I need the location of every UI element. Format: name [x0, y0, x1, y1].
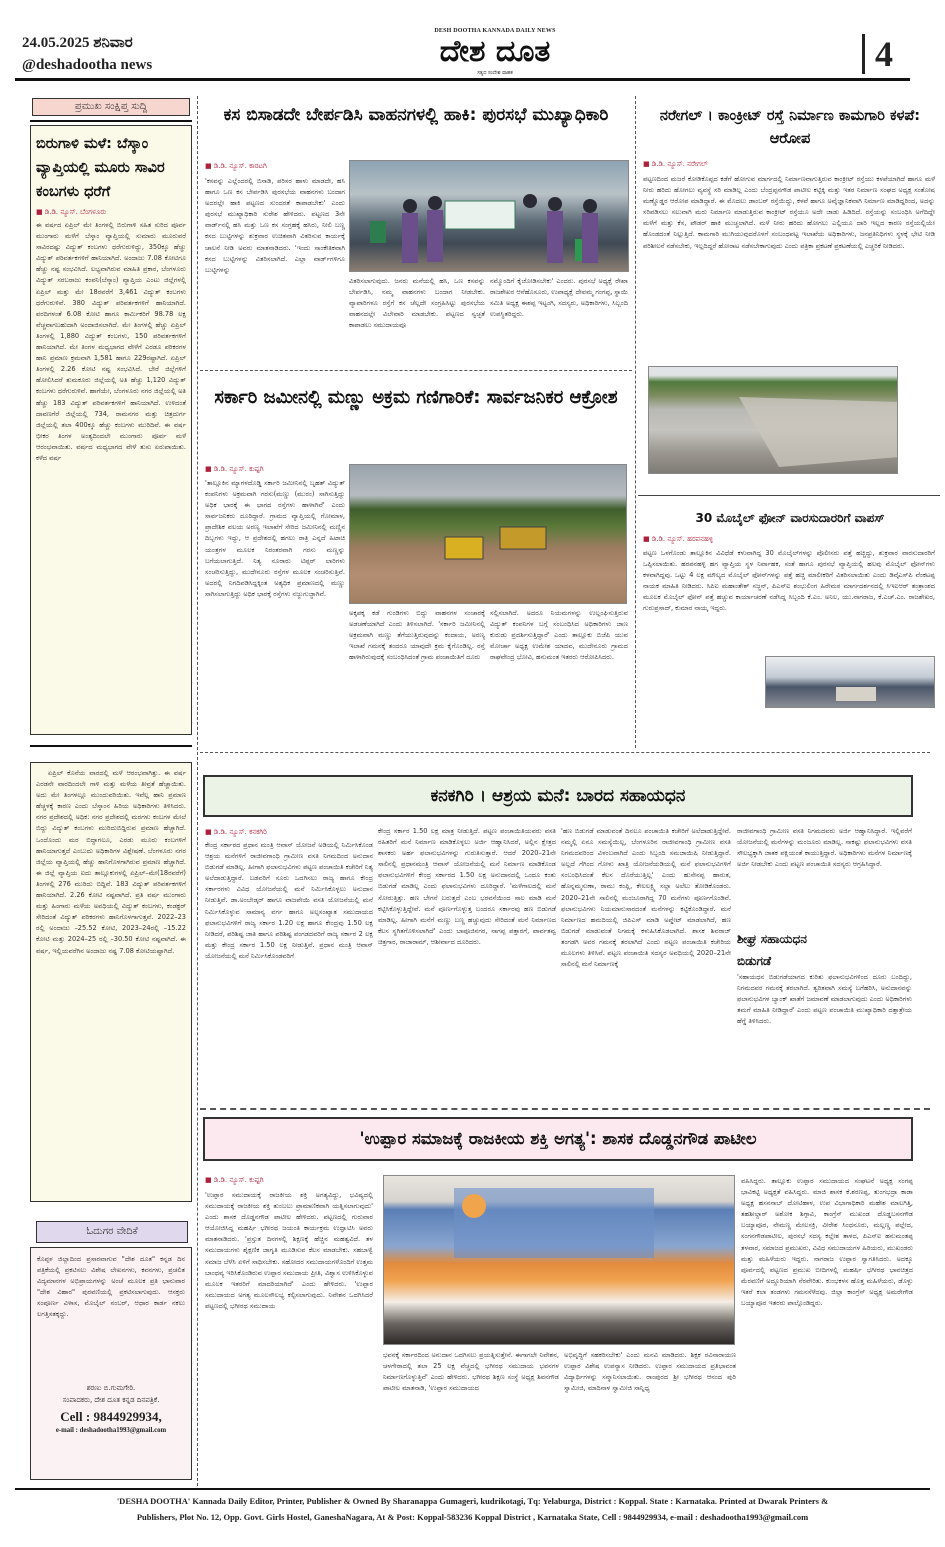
- column-divider: [635, 96, 636, 748]
- kanakagiri-banner: [203, 775, 913, 817]
- masthead: [425, 28, 565, 76]
- imprint-line-1: 'DESHA DOOTHA' Kannada Daily Editor, Printer, Publisher & Owned By Sharanappa Gumageri, kudrikotagi, Tq: Yelaburga, District : Koppal. State : Karnataka. Printed at Dwarak Printers &: [116, 1496, 829, 1506]
- editor-role: ಸಂಪಾದಕರು, ದೇಶ ದೂತ ಕನ್ನಡ ದಿನಪತ್ರಿಕೆ.: [62, 1396, 160, 1404]
- felicitation-event-placeholder-icon: [384, 1176, 735, 1345]
- column-divider: [197, 96, 198, 1486]
- uppara-col4: ವಹಿಸಿದ್ದರು. ತಾಲ್ಲೂಕು ಉಪ್ಪಾರ ಸಮುದಾಯದ ಸಂಘಟನೆ ಅಧ್ಯಕ್ಷ ಸಂಗಪ್ಪ ಭಾವಿಕಟ್ಟಿ ಅಧ್ಯಕ್ಷತೆ ವಹಿಸಿದ್ದರು. ಮಾಜಿ ಶಾಸಕ ಕೆ.ಶರಣಪ್ಪ, ತುಂಗಭದ್ರಾ ಕಾಡಾ ಅಧ್ಯಕ್ಷ ಹಸನಸಾಬ್ ದೋಟಿಹಾಳ, ಉಪ ವಿಭಾಗಾಧಿಕಾರಿ ಮಹೇಶ ಮಾಲಗಿತ್ತಿ, ತಹಶೀಲ್ದಾರ್ ಅಶೋಕ ಶಿಗ್ಗಾವಿ, ಕಾಂಗ್ರೆಸ್ ಮುಖಂಡ ದೊಡ್ಡಬಸನಗೌಡ ಬಯ್ಯಾಪೂರ, ನೇಮಣ್ಣ ಮೇಲಸಕ್ರಿ, ವೀರೇಶ ಸಿಂಧನೂರು, ಮಲ್ಲಣ್ಣ ಪಲ್ಲೇದ, ಸಂಗನಗೌಡಪಾಟೀಲ, ಪುರಸಭೆ ಸದಸ್ಯ ಕಲ್ಲೇಶ ತಾಳದ, ಪಿಎಸ್ಐ ಹನುಮಂತಪ್ಪ ತಳವಾರ, ಸಮಾಜದ ಪ್ರಮುಖರು, ವಿವಿಧ ಸಮುದಾಯಗಳ ಹಿರಿಯರು, ಮುಖಂಡರು ಮತ್ತು ಮಹಿಳೆಯರು ಇದ್ದರು. ನಾಗರಾಜ ಉಪ್ಪಾರ ಸ್ವಾಗತಿಸಿದರು. ಅದಕ್ಕೂ ಪೂರ್ವದಲ್ಲಿ ಪಟ್ಟಣದ ಪ್ರಮುಖ ಬೀದಿಗಳಲ್ಲಿ ಮಹರ್ಷಿ ಭಗೀರಥ ಭಾವಚಿತ್ರದ ಮೆರವಣಿಗೆ ಅದ್ದೂರಿಯಾಗಿ ನೆರವೇರಿತು. ಕುಂಭಕಳಸ ಹೊತ್ತ ಮಹಿಳೆಯರು, ಡೊಳ್ಳು ಇತರೆ ಕಲಾ ತಂಡಗಳು ಗಮನಸೆಳೆದವು. ಜಿಲ್ಲಾ ಕಾಂಗ್ರೆಸ್ ಅಧ್ಯಕ್ಷ ಅಮರೇಗೌಡ ಬಯ್ಯಾಪೂರ ಇತರರು ಪಾಲ್ಗೊಂಡಿದ್ದರು.: [741, 1177, 913, 1308]
- uppara-headline: 'ಉಪ್ಪಾರ ಸಮಾಜಕ್ಕೆ ರಾಜಕೀಯ ಶಕ್ತಿ ಅಗತ್ಯ': ಶಾಸಕ ದೊಡ್ಡನಗೌಡ ಪಾಟೀಲ: [359, 1129, 757, 1148]
- mobile-return-body-a: ಪಟ್ಟಣ ಒಳಗೊಂಡು ತಾಲ್ಲೂಕಿನ ವಿವಿಧೆಡೆ ಕಳುವಾಗಿದ್ದ 30 ಮೊಬೈಲ್‌ಗಳನ್ನು ಪೊಲೀಸರು ಪತ್ತೆ ಹಚ್ಚಿದ್ದು, ಶುಕ್ರವಾರ ವಾರಸುದಾರರಿಗೆ ಒಪ್ಪಿಸಲಾಯಿತು. ಹರಪನಹಳ್ಳಿ ಹಗ ವ್ಯಾಪ್ತಿಯ ಸ್ಥಳ ನಿರ್ವಾಹಕ, ಸಂತೆ ಹಾಗೂ ಪುರಸಭೆ ವ್ಯಾಪ್ತಿಯಲ್ಲಿ ಹಲವು ಮೊಬೈಲ್ ಫೋನ್‌ಗಳು ಕಳವಾಗಿದ್ದವು. ಒಟ್ಟು 4 ಲಕ್ಷ ಮೌಲ್ಯದ ಮೊಬೈಲ್ ಫೋನ್‌ಗಳನ್ನು ಪತ್ತೆ ಹಚ್ಚಿ ಮಾಲೀಕರಿಗೆ ವಿತರಿಸಲಾಯಿತು ಎಂದು ಡಿವೈಎಸ್‌ಪಿ ವೆಂಕಟಪ್ಪ ನಾಯಕ ಮಾಹಿತಿ ನೀಡಿದರು. ಸಿಪಿಐ ಮಹಾಂತೇಶ್ ಸಜ್ಜನ್, ಪಿಎಸ್‌ಐ ಶಂಭುಲಿಂಗ ಹಿರೇಮಠ ಮಾರ್ಗದರ್ಶನದಲ್ಲಿ ಸಿಇಐಆರ್ ತಂತ್ರಾಂಶದ ಮೂಲಕ ಮೊಬೈಲ್ ಫೋನ್ ಪತ್ತೆ ಹಚ್ಚುವ ಕಾರ್ಯಾಚರಣೆ ನಡೆಸಿದ್ದ ಸಿಬ್ಬಂದಿ ಕೆ.ಎಂ. ಅನಿಲ, ಯು.ನಾಗರಾಜ, ಕೆ.ಎಚ್.ಎಂ. ರಾಜಶೇಖರ, ಗುರುಪ್ರಸಾದ್, ಕುಮಾರ ನಾಯ್ಕ ಇದ್ದರು.: [643, 549, 935, 613]
- imprint-footer: [0, 1493, 945, 1525]
- kanakagiri-col3: 'ಹಣ ಬಿಡುಗಡೆ ಮಾಡುವಂತೆ ದಿನಲೂ ಪಂಚಾಯಿತಿ ಕಚೇರಿಗೆ ಅಲೆದಾಡುತ್ತಿದ್ದೇವೆ. ನಮ್ಮಲ್ಲಿ ಏನೂ ಸಮಸ್ಯೆಯಿಲ್ಲ, ಬೆಂಗಳೂರಿನ ರಾಜೀವಗಾಂಧಿ ಗ್ರಾಮೀಣ ವಸತಿ ನಿಗಮದವರಿಂದ ವಿಳಂಬವಾಗಿದೆ ಎಂದು ಸಿಬ್ಬಂದಿ ಸಮಜಾಯಿಷಿ ನೀಡುತ್ತಿದ್ದಾರೆ. ಅಲ್ಲದೆ ಗೆಗಿಂದ ಗೋಳು ಖಾತ್ರಿ ಯೋಜನೆಯಡಿಯಲ್ಲಿ ಮನೆ ಫಲಾನುಭವಿಗಳಿಗೆ ಸಂಬಂಧಿಸಿದಂತೆ ಕೆಲಸ ದೊರೆಯುತ್ತಿಲ್ಲ' ಎಂದು ಹುಸೇನಪ್ಪ ಹಾರುತ, ಹೊನ್ನಮ್ಮಸುಣಾ, ರಾಮು ಕಂಪ್ಲಿ, ಕೇಲಲಕ್ಷ್ಮಿ ಸಲ್ಲಾ ಅಲೆಲು ತೋಡಿಕೊಂಡರು. 2020–21ನೇ ಸಾಲಿನಲ್ಲಿ ಮಂಜೂರಾಗಿದ್ದ 70 ಮನೆಗಳು ಪೂರ್ಣಗೊಂಡಿವೆ. ಫಲಾನುಭವಿಗಳು ನಿಯಮಾನುಸಾರದಂತೆ ಮನೆಗಳನ್ನು ಕಟ್ಟಿಕೊಂಡಿದ್ದಾರೆ. ಮನೆ ನಿರ್ಮಾಣದ ಹಮದಿಯಲ್ಲಿ ಜಿಪಿಎಸ್ ಮಾಡಿ ಅಪ್ಡೇಟ್ ಮಾಡಲಾಗಿದೆ, ಹಣ ಬಿಡುಗಡೆ ಮಾಡುವಂತೆ ನಿಗಮಕ್ಕೆ ಕಳುಹಿಸಿಕೊಡಲಾಗಿದೆ. ಶಾಸಕ ಶಿವರಾಜ್ ತಂಗಡಗಿ ಅವರ ಗಮನಕ್ಕೆ ತರಲಾಗಿದೆ ಎಂದು ಪಟ್ಟಣ ಪಂಚಾಯಿತಿ ಕಚೇರಿಯ ಮೂಲಗಳು ತಿಳಿಸಿವೆ. ಪಟ್ಟಣ ಪಂಚಾಯಿತಿ ಸದಸ್ಯರ ಅವಧಿಯಲ್ಲಿ 2020–21ನೇ ಸಾಲಿನಲ್ಲಿ ಮನೆ ನಿರ್ಮಾಣಕ್ಕೆ: [561, 827, 731, 969]
- karatagi-photo: [349, 160, 629, 272]
- mobile-return-headline: 30 ಮೊಬೈಲ್ ಫೋನ್ ವಾರಸುದಾರರಿಗೆ ವಾಪಸ್: [695, 511, 885, 525]
- mobile-return-byline: ■ ಡಿ.ಡಿ. ನ್ಯೂಸ್. ಹರಪನಹಳ್ಳಿ: [643, 535, 713, 544]
- lead-story-byline: ■ ಡಿ.ಡಿ. ನ್ಯೂಸ್. ಬೆಂಗಳೂರು: [36, 208, 186, 217]
- divider: [30, 745, 192, 747]
- karatagi-byline: ■ ಡಿ.ಡಿ. ನ್ಯೂಸ್. ಕಾರಟಗಿ: [205, 162, 267, 171]
- land-mining-col3: ಸಲ್ಲಿಸಲಾಗಿದೆ. ಅದರೂ ನಿಯಮಗಳನ್ನು ಉಲ್ಲಂಘಿಸುತ್ತಿರುವ ವಿದ್ಯುತ್ ಕಂಪನಿಗಳ ಬಗ್ಗೆ ಸಂಬಂಧಿಸಿದ ಅಧಿಕಾರಿಗಳು ಜಾಣ ಕುರುಡು ಪ್ರದರ್ಶಿಸುತ್ತಿದ್ದಾರೆ' ಎಂದು ತಾಲ್ಲೂಕು ಬಿಜೆಪಿ ಯುವ ಮೋರ್ಚಾ ಅಧ್ಯಕ್ಷ ಉಮೇಶ ಯಾದವ, ಮುದೇನೂರು ಗ್ರಾಮದ ರಾಘವೇಂದ್ರ ಭೋವಿ, ಹನುಮಂತ ಇತರರು ಆರೋಪಿಸಿದರು.: [490, 609, 628, 662]
- karatagi-col3: ನಮ್ಮೊಂದಿಗೆ ಕೈಜೋಡಿಸಬೇಕು' ಎಂದರು. ಪುರಸಭೆ ಅಧ್ಯಕ್ಷೆ ರೇಖಾ ರಾಜಶೇಖರ ಆನೆಹೊಸೂರು, ಉಪಾಧ್ಯಕ್ಷೆ ದೇವಮ್ಮ ಗಂಗಪ್ಪ, ಸ್ಥಾಯಿ ಸಮಿತಿ ಅಧ್ಯಕ್ಷ ಈಶಪ್ಪ ಇಟ್ಟಂಗಿ, ಸದಸ್ಯರು, ಅಧಿಕಾರಿಗಳು, ಸಿಬ್ಬಂದಿ ಉಪಸ್ಥಿತರಿದ್ದರು.: [490, 277, 628, 319]
- continuation-body: ಏಪ್ರಿಲ್ ಕೊನೆಯ ವಾರದಲ್ಲಿ ಮಳೆ ಆರಂಭವಾಗಿತ್ತು. ಈ ವರ್ಷ ಎರಡನೇ ವಾರದಿಂದಲೇ ಗಾಳಿ ಮತ್ತು ಮಳೆಯ ತೀವ್ರತೆ ಹೆಚ್ಚಾಯಿತು. ಅದು ಮೇ ತಿಂಗಳಲ್ಲೂ ಮುಂದುವರಿಯಿತು. ಇವೆಲ್ಲ ಹಾನಿ ಪ್ರಮಾಣ ಹೆಚ್ಚಳಕ್ಕೆ ಕಾರಣ ಎಂದು ಬೆಸ್ಕಾಂನ ಹಿರಿಯ ಅಧಿಕಾರಿಗಳು ತಿಳಿಸಿದರು. ನಗರ ಪ್ರದೇಶದಲ್ಲಿ ಅಧಿಕ: ನಗರ ಪ್ರದೇಶದಲ್ಲಿ ಮರಗಳು ಕಂಬಗಳ ಮೇಲೆ ಬಿದ್ದು ವಿದ್ಯುತ್ ಕಂಬಗಳು ಮುರಿದುಬಿದ್ದಿರುವ ಪ್ರಮಾಣ ಹೆಚ್ಚಾಗಿದೆ. ಒಂದೊಂದು ಮರ ಬಿದ್ದಾಗಲೂ, ಎರಡು ಮೂರು ಕಂಬಗಳಿಗೆ ಹಾನಿಯಾಗುತ್ತದೆ ಎಂಬುದು ಅಧಿಕಾರಿಗಳ ವಿಶ್ಲೇಷಣೆ. ಬೆಂಗಳೂರು ನಗರ ಜಿಲ್ಲೆಯ ವ್ಯಾಪ್ತಿಯಲ್ಲಿ ಹೆಚ್ಚು ಹಾನಿಗೊಳಗಾಗಿರುವ ಪ್ರಮಾಣ ಹೆಚ್ಚಾಗಿದೆ. ಈ ಜಿಲ್ಲೆ ವ್ಯಾಪ್ತಿಯ ಐದು ತಾಲ್ಲೂಕುಗಳಲ್ಲಿ ಏಪ್ರಿಲ್–ಮೇ(18ರವರೆಗೆ) ತಿಂಗಳಲ್ಲಿ 276 ಮುರಿದು ಬಿದ್ದಿವೆ. 183 ವಿದ್ಯುತ್ ಪರಿವರ್ತಕಗಳಿಗೆ ಹಾನಿಯಾಗಿದೆ. 2.26 ಕೋಟಿ ನಷ್ಟವಾಗಿದೆ. ಪ್ರತಿ ವರ್ಷ ಮುಂಗಾರು ಮತ್ತು ಹಿಂಗಾರು ಮಳೆಯ ಅವಧಿಯಲ್ಲಿ ವಿದ್ಯುತ್ ಕಂಬಗಳು, ಕಂಡಕ್ಟರ್ ಸೇರಿದಂತೆ ವಿದ್ಯುತ್ ಪರಿಕರಗಳು ಹಾನಿಗೊಳಗಾಗುತ್ತವೆ. 2022–23 ರಲ್ಲಿ ಅಂದಾಜು –25.52 ಕೋಟಿ, 2023–24ರಲ್ಲಿ –15.22 ಕೋಟಿ ಮತ್ತು 2024–25 ರಲ್ಲಿ –30.50 ಕೋಟಿ ನಷ್ಟವಾಗಿದೆ. ಈ ವರ್ಷ, ಇಲ್ಲಿಯವರೆಗಿನ ಅಂದಾಜು ನಷ್ಟ 7.08 ಕೋಟಿಯಷ್ಟಾಗಿದೆ.: [36, 769, 186, 955]
- masthead-english: DESH DOOTHA KANNADA DAILY NEWS: [434, 28, 556, 34]
- lead-story-box: [30, 125, 192, 735]
- uppara-event-photo: [383, 1175, 735, 1345]
- naregal-body: ಪಟ್ಟಣದಿಂದ ಮಜರೆ ಕೋಡಿಕೊಪ್ಪದ ಕಡೆಗೆ ಹೋಗುವ ಮಾರ್ಗದಲ್ಲಿ ನಿರ್ಮಾಣವಾಗುತ್ತಿರುವ ಕಾಂಕ್ರೀಟ್ ರಸ್ತೆಯು ಕಳಪೆಯಾಗಿದೆ ಹಾಗೂ ಮಳೆ ನೀರು ಹರಿದು ಹೋಗಲು ವ್ಯವಸ್ಥೆ ಸರಿ ಮಾಡಿಲ್ಲ ಎಂದು ಬೆಂದ್ರಪ್ಪನಗೌಡ ಪಾಟೀಲ ಕಟ್ಟಿಕ್ಕಿ ಮತ್ತು ಇತರ ನಿರ್ಮಾಣ ಸಂಘದ ಅಧ್ಯಕ್ಷ ಸಂತೋಷ ಮಣ್ಣೊಡ್ಡರ ಆರೋಪ ಮಾಡಿದ್ದಾರೆ. ಈ ಮೊದಲು ಡಾಂಬರ್ ರಸ್ತೆಯಿದ್ದು, ಕಳಪೆ ಹಾಗೂ ಅವೈಜ್ಞಾನಿಕವಾಗಿ ನಿರ್ಮಾಣ ಮಾಡಿದ್ದರಿಂದ, ಅದನ್ನು ಸರಿಪಡಿಸಲು ಸಲುವಾಗಿ ಮರು ನಿರ್ಮಾಣ ಮಾಡುತ್ತಿರುವ ಕಾಂಕ್ರೀಟ್ ರಸ್ತೆಯೂ ಅದೇ ಜಾಡು ಹಿಡಿದಿದೆ. ರಸ್ತೆಯನ್ನು ಸಂಬಂಧಿಸಿ ಅಗೆದಿದ್ದೇ ಮಳೆಗೆ ಮತ್ತು ಕೆಸ, ಪೌಡರ್ ಹಾಕಿ ಮುಚ್ಚಲಾಗಿದೆ. ಮಳೆ ನೀರು ಹರಿದು ಹೋಗಲು ಎಲ್ಲಿಯೂ ದಾರಿ ಇಲ್ಲದ ಕಾರಣ ರಸ್ತೆಯಲ್ಲಿಯೇ ಹೊಂಡದಂತೆ ನಿಲ್ಲುತ್ತಿದೆ. ಕಾಮಗಾರಿ ಮುಗಿಯುವುದರೊಳಗೆ ಸಂಬಂಧಪಟ್ಟ ಇಲಾಖೆಯ ಅಧಿಕಾರಿಗಳು, ಜನಪ್ರತಿನಿಧಿಗಳು ಸ್ಥಳಕ್ಕೆ ಭೇಟಿ ನೀಡಿ ಪರಿಶೀಲನೆ ನಡೆಸಬೇಕು, ಇಲ್ಲದಿದ್ದರೆ ಹೋರಾಟ ನಡೆಸಬೇಕಾಗುವುದು ಎಂದು ಪತ್ರಿಕಾ ಪ್ರಕಟಣೆ ಪ್ರಕಟಣೆಯಲ್ಲಿ ಎಚ್ಚರಿಕೆ ನೀಡಿದರು.: [643, 175, 935, 250]
- kanakagiri-headline: ಕನಕಗಿರಿ । ಆಶ್ರಯ ಮನೆ: ಬಾರದ ಸಹಾಯಧನ: [430, 786, 686, 806]
- land-mining-headline: ಸರ್ಕಾರಿ ಜಮೀನಲ್ಲಿ ಮಣ್ಣು ಅಕ್ರಮ ಗಣಿಗಾರಿಕೆ: ಸಾರ್ವಜನಿಕರ ಆಕ್ರೋಶ: [214, 387, 618, 408]
- page-number: 4: [862, 34, 893, 74]
- kanakagiri-col2: ಕೇಂದ್ರ ಸರ್ಕಾರ 1.50 ಲಕ್ಷ ಮಾತ್ರ ನೀಡುತ್ತಿದೆ. ಪಟ್ಟಣ ಪಂಚಾಯಿತಿಯವರು ವಸತಿ ರಹಿತರಿಗೆ ಮನೆ ನಿರ್ಮಾಣ ಮಾಡಿಕೊಳ್ಳಲು ಅರ್ಜಿ ಆಹ್ವಾನಿಸಿದರೆ, ಅಲ್ಲಿನ ಕ್ಷೇತ್ರದ ಶಾಸಕರು ಅರ್ಹ ಫಲಾನುಭವಿಗಳನ್ನು ಗುರುತಿಸುತ್ತಾರೆ. ಆದರೆ 2020–21ನೇ ಸಾಲಿನಲ್ಲಿ ಪ್ರಧಾನಮಂತ್ರಿ ಆವಾಸ್ ಯೋಜನೆಯಲ್ಲಿ ಮನೆ ನಿರ್ಮಾಣ ಮಾಡಿಕೊಂಡ ಫಲಾನುಭವಿಗಳಿಗೆ ಕೇಂದ್ರ ಸರ್ಕಾರದ 1.50 ಲಕ್ಷ ಅನುದಾನದಲ್ಲಿ ಒಂದೂ ಕಂತು ಬಿಡುಗಡೆ ಮಾಡಿಲ್ಲ ಎಂದು ಫಲಾನುಭವಿಗಳು ದೂರಿದ್ದಾರೆ. 'ಮಳೆಗಾಲದಲ್ಲಿ ಮನೆ ಸೋರುತ್ತಿತ್ತು. ಹಣ ಬೇಗನೆ ಬರುತ್ತದೆ ಎಂಬ ಭರವಸೆಯಿಂದ ಸಾಲ ಮಾಡಿ ಮನೆ ಕಟ್ಟಿಸಿಕೊಳ್ಳುತ್ತಿದ್ದೇವೆ. ಮನೆ ಪೂರ್ಣಗೊಳ್ಳುತ್ತ ಬಂದರೂ ಸರ್ಕಾರವು ಹಣ ಬಿಡುಗಡೆ ಮಾಡಿಲ್ಲ. ಹೀಗಾಗಿ ಮನೆಗೆ ಮಣ್ಣು ಬಣ್ಣ ಹಚ್ಚುವುದು ಸೇರಿದಂತೆ ಮನೆ ನಿರ್ಮಾಣದ ಕೆಲಸ ಸ್ಥಗಿತಗೊಳಿಸಲಾಗಿದೆ' ಎಂದು ಬಾಪೂಜಿನಗರ, ನಾಗಪ್ಪ ಪತ್ತಾರಗೆ, ಪಾರ್ವತವ್ವ ಚಿತ್ರಗಾರ, ರಾಜಾರಾಮ್, ಆಶೀರ್ವಾದ ದೂರಿದರು.: [378, 827, 556, 946]
- footer-rule: [15, 1488, 930, 1490]
- divider: [30, 120, 192, 122]
- mobile-return-photo: [765, 656, 935, 708]
- uppara-col1: 'ಉಪ್ಪಾರ ಸಮುದಾಯಕ್ಕೆ ರಾಜಕೀಯ ಶಕ್ತಿ ಅಗತ್ಯವಿದ್ದು, ಭವಿಷ್ಯದಲ್ಲಿ ಸಮುದಾಯಕ್ಕೆ ರಾಜಕೀಯ ಶಕ್ತಿ ತುಂಬಲು ಪ್ರಾಮಾಣಿಕವಾಗಿ ಯತ್ನಿಸಲಾಗುವುದು' ಎಂದು ಶಾಸಕ ದೊಡ್ಡನಗೌಡ ಪಾಟೀಲ ಹೇಳಿದರು. ಪಟ್ಟಣದಲ್ಲಿ ಗುರುವಾರ ಆಯೋಜಿಸಿದ್ದ ಮಹರ್ಷಿ ಭಗೀರಥ ಜಯಂತಿ ಕಾರ್ಯಕ್ರಮ ಉದ್ಘಾಟಿಸಿ ಅವರು ಮಾತನಾಡಿದರು. 'ಪ್ರಸ್ತುತ ದಿನಗಳಲ್ಲಿ ಶಿಕ್ಷಣಕ್ಕೆ ಹೆಚ್ಚಿನ ಮಹತ್ವವಿದೆ. ತಳ ಸಮುದಾಯಗಳು ಶೈಕ್ಷಣಿಕ ಜಾಗೃತಿ ಮೂಡಿಸುವ ಕೆಲಸ ಮಾಡಬೇಕು. ಸಹಬಾಳ್ವೆ ಸಮಾಜ ಬೆಳೆಸಿ ಏಳಿಗೆ ಸಾಧಿಸಬೇಕು. ಸಹೋದರ ಸಮುದಾಯಗಳೊಂದಿಗೆ ಉತ್ತಮ ಬಾಂಧವ್ಯ ಇರಿಸಿಕೊಂಡಿರುವ ಉಪ್ಪಾರ ಸಮುದಾಯ ಪ್ರೀತಿ, ವಿಶ್ವಾಸ ಉಳಿಸಿಕೊಳ್ಳುವ ಮೂಲಕ ಇತರರಿಗೆ ಮಾದರಿಯಾಗಿದೆ' ಎಂದು ಹೇಳಿದರು. 'ಉಪ್ಪಾರ ಸಮುದಾಯದ ಅಗತ್ಯ ಮೂಲಸೌಲಭ್ಯ ಕಲ್ಪಿಸಲಾಗುವುದು. ನಿವೇಶನ ಒದಗಿಸಿದರೆ ಪಟ್ಟಣದಲ್ಲಿ ಭಗೀರಥ ಸಮುದಾಯ: [205, 1191, 373, 1310]
- readers-forum-box: [30, 1247, 192, 1480]
- karatagi-headline: ಕಸ ಬಿಸಾಡದೇ ಬೇರ್ಪಡಿಸಿ ವಾಹನಗಳಲ್ಲಿ ಹಾಕಿ: ಪುರಸಭೆ ಮುಖ್ಯಾಧಿಕಾರಿ: [223, 105, 609, 125]
- masthead-logo: ದೇಶ ದೂತ: [439, 34, 551, 69]
- editor-name: ಶರಣು ಬಿ.ಗುಮಗೇರಿ.: [86, 1384, 136, 1392]
- kanakagiri-subhead: ಶೀಘ್ರ ಸಹಾಯಧನ ಬಿಡುಗಡೆ: [737, 932, 807, 968]
- waterlogged-road-placeholder-icon: [649, 367, 898, 474]
- divider: [200, 1108, 930, 1110]
- kanakagiri-col1: ಕೇಂದ್ರ ಸರ್ಕಾರದ ಪ್ರಧಾನ ಮಂತ್ರಿ ಆವಾಸ್ ಯೋಜನೆ ಅಡಿಯಲ್ಲಿ ನಿರ್ಮಿಸಿಕೊಂಡ ಆಶ್ರಯ ಮನೆಗಳಿಗೆ ರಾಜೀವಗಾಂಧಿ ಗ್ರಾಮೀಣ ವಸತಿ ನಿಗಮದಿಂದ ಅನುದಾನ ಬಿಡುಗಡೆ ಮಾಡಿಲ್ಲ. ಹೀಗಾಗಿ ಫಲಾನುಭವಿಗಳು ಪಟ್ಟಣ ಪಂಚಾಯಿತಿ ಕಚೇರಿಗೆ ನಿತ್ಯ ಅಲೆದಾಡುತ್ತಿದ್ದಾರೆ. ಬಡವರಿಗೆ ಸೂರು ಒದಗಿಸಲು ರಾಜ್ಯ ಹಾಗೂ ಕೇಂದ್ರ ಸರ್ಕಾರಗಳು ವಿವಿಧ ಯೋಜನೆಯಲ್ಲಿ ಮನೆ ನಿರ್ಮಿಸಿಕೊಳ್ಳಲು ಅನುದಾನ ನೀಡುತ್ತಿವೆ. ಡಾ.ಅಂಬೇಡ್ಕರ್ ಹಾಗೂ ವಾಜಪೇಯಿ ವಸತಿ ಯೋಜನೆಯಲ್ಲಿ ಮನೆ ನಿರ್ಮಿಸಿಕೊಳ್ಳುವ ಸಾಮಾನ್ಯ ವರ್ಗ ಹಾಗೂ ಅಲ್ಪಸಂಖ್ಯಾತ ಸಮುದಾಯದ ಫಲಾನುಭವಿಗಳಿಗೆ ರಾಜ್ಯ ಸರ್ಕಾರ 1.20 ಲಕ್ಷ ಹಾಗೂ ಕೇಂದ್ರವು 1.50 ಲಕ್ಷ ನೀಡಿದರೆ, ಪರಿಶಿಷ್ಟ ಜಾತಿ ಹಾಗೂ ಪರಿಶಿಷ್ಟ ಪಂಗಡದವರಿಗೆ ರಾಜ್ಯ ಸರ್ಕಾರ 2 ಲಕ್ಷ ಮತ್ತು ಕೇಂದ್ರ ಸರ್ಕಾರ 1.50 ಲಕ್ಷ ನೀಡುತ್ತಿವೆ. ಪ್ರಧಾನ ಮಂತ್ರಿ ಆವಾಸ್ ಯೋಜನೆಯಲ್ಲಿ ಮನೆ ನಿರ್ಮಿಸಿಕೊಂಡವರಿಗೆ: [205, 841, 373, 960]
- contact-email[interactable]: e-mail : deshadootha1993@gmail.com: [55, 1427, 167, 1434]
- karatagi-col1: 'ಕಸವನ್ನು ಎಲ್ಲೆಂದರಲ್ಲಿ ಬಿಸಾಡಿ, ಪರಿಸರ ಹಾಳು ಮಾಡದೇ, ಹಸಿ ಹಾಗೂ ಒಣ ಕಸ ಬೇರ್ಪಡಿಸಿ ಪುರಸಭೆಯ ವಾಹನಗಳು ಬಂದಾಗ ಅದರಲ್ಲೇ ಹಾಕಿ ಪಟ್ಟಣದ ಸುಂದರತೆ ಕಾಪಾಡಬೇಕು' ಎಂದು ಪುರಸಭೆ ಮುಖ್ಯಾಧಿಕಾರಿ ಸುರೇಶ ಹೇಳಿದರು. ಪಟ್ಟಣದ 3ನೇ ವಾರ್ಡ್‌ನಲ್ಲಿ ಹಸಿ ಮತ್ತು ಒಣ ಕಸ ಸಂಗ್ರಹಕ್ಕೆ ಹಸಿರು, ನೀಲಿ ಬಣ್ಣ ಕಸದ ಬುಟ್ಟಿಗಳನ್ನು ಶುಕ್ರವಾರ ಉಚಿತವಾಗಿ ವಿತರಿಸುವ ಕಾರ್ಯಕ್ಕೆ ಚಾಲನೆ ನೀಡಿ ಅವರು ಮಾತನಾಡಿದರು. 'ಇಂದು ಸಾಂಕೇತಿಕವಾಗಿ ಕಸದ ಬುಟ್ಟಿಗಳನ್ನು ವಿತರಿಸಲಾಗಿದೆ. ಎಲ್ಲಾ ವಾರ್ಡ್‌ಗಳಿಗೂ ಬುಟ್ಟಿಗಳನ್ನು: [205, 177, 345, 274]
- issue-date: 24.05.2025 ಶನಿವಾರ: [22, 35, 133, 51]
- land-mining-col2: ಅಕ್ಕಪಕ್ಕ ಕಡೆ ಗುಂಡಿಗಳು ಬಿದ್ದು ವಾಹನಗಳ ಸಂಚಾರಕ್ಕೆ ಅಡಚಣೆಯಾಗಿದೆ ಎಂದು ತಿಳಿಸಲಾಗಿದೆ. 'ಸರ್ಕಾರಿ ಜಮೀನಿನಲ್ಲಿ ಅಕ್ರಮವಾಗಿ ಮಣ್ಣು ತೆಗೆಯುತ್ತಿರುವುದನ್ನು ಕಂದಾಯ, ಅರಣ್ಯ ಇಲಾಖೆ ಗಮನಕ್ಕೆ ತಂದರೂ ಯಾವುದೇ ಕ್ರಮ ಕೈಗೊಂಡಿಲ್ಲ. ರಸ್ತೆ ಹಾಳಾಗಿರುವುದಕ್ಕೆ ಸಂಬಂಧಿಸಿದಂತೆ ಗ್ರಾಮ ಪಂಚಾಯಿತಿಗೆ ದೂರು: [349, 609, 485, 662]
- readers-forum-label: ಓದುಗರ ವೇದಿಕೆ: [36, 1221, 188, 1243]
- land-mining-col1: 'ತಾಲ್ಲೂಕಿನ ಮ್ಯಾಗಳದೊಡ್ಡಿ ಸರ್ಕಾರಿ ಜಮೀನಿನಲ್ಲಿ ಬೃಹತ್ ವಿದ್ಯುತ್ ಕಂಪನಿಗಳು ಅಕ್ರಮವಾಗಿ ಗರಸು(ಮಣ್ಣು (ಮುರಂ) ಸಾಗಿಸುತ್ತಿದ್ದು ಅಧಿಕ ಭಾರಕ್ಕೆ ಈ ಭಾಗದ ರಸ್ತೆಗಳು ಹಾಳಾಗಿವೆ' ಎಂದು ಸಾರ್ವಜನಿಕರು ದೂರಿದ್ದಾರೆ. ಗ್ರಾಮದ ವ್ಯಾಪ್ತಿಯಲ್ಲಿ ಗೋಮಾಳ, ಪ್ರಾದೇಶಿಕ ವಲಯ ಅರಣ್ಯ ಇಲಾಖೆಗೆ ಸೇರಿದ ಜಮೀನಿನಲ್ಲಿ ಮಣ್ಣಿನ ದಿಬ್ಬಗಳು ಇದ್ದು, ಆ ಪ್ರದೇಶದಲ್ಲಿ ಹಗಲು ರಾತ್ರಿ ಎನ್ನದೆ ಹಿಟಾಚಿ ಯಂತ್ರಗಳ ಮೂಲಕ ನಿರಂತರವಾಗಿ ಗರಸು ಮಣ್ಣನ್ನು ಬಗೆಯಲಾಗುತ್ತಿದೆ. ನಿತ್ಯ ನೂರಾರು ಟಿಪ್ಪರ್ ಲಾರಿಗಳು ಸಂಚರಿಸುತ್ತಿದ್ದು, ಮುದೇನೂರು ರಸ್ತೆಗಳ ಮೂಲಕ ಸಂಚರಿಸುತ್ತಿವೆ. ಅದರಲ್ಲಿ ನಿಗದಿಪಡಿಸಿದ್ದಕ್ಕಿಂತ ಅತ್ಯಧಿಕ ಪ್ರಮಾಣದಲ್ಲಿ ಮಣ್ಣು ಸಾಗಿಸಲಾಗುತ್ತಿದ್ದು ಅಧಿಕ ಭಾರಕ್ಕೆ ರಸ್ತೆಗಳು ನಜ್ಜುಗುಜ್ಜಾಗಿವೆ.: [205, 479, 345, 598]
- uppara-byline: ■ ಡಿ.ಡಿ. ನ್ಯೂಸ್. ಕುಷ್ಟಗಿ: [205, 1176, 264, 1185]
- divider: [200, 370, 632, 371]
- continuation-box: [30, 762, 192, 1202]
- kanakagiri-col4: ರಾಜೀವಗಾಂಧಿ ಗ್ರಾಮೀಣ ವಸತಿ ನಿಗಮದವರು ಅರ್ಜಿ ಆಹ್ವಾನಿಸಿದ್ದಾರೆ. ಇಲ್ಲಿವರೆಗೆ ಯೋಜನೆಯಲ್ಲಿ ಮನೆಗಳನ್ನು ಮಂಜೂರು ಮಾಡಿಲ್ಲ. ಸಾಕಷ್ಟು ಫಲಾನುಭವಿಗಳು ವಸತಿ ಸೌಲಭ್ಯಕ್ಕಾಗಿ ಜಾತಕ ಪಕ್ಷಿಯಂತೆ ಕಾಯುತ್ತಿದ್ದಾರೆ. ಅಧಿಕಾರಿಗಳು ಮನೆಗಳ ನಿರ್ಮಾಣಕ್ಕೆ ಅರ್ಜಿ ನೀಡಬೇಕು ಎಂದು ಪಟ್ಟಣ ಪಂಚಾಯಿತಿ ಸದಸ್ಯರು ಆಗ್ರಹಿಸಿದ್ದಾರೆ.: [737, 827, 912, 869]
- land-mining-byline: ■ ಡಿ.ಡಿ. ನ್ಯೂಸ್. ಕುಷ್ಟಗಿ: [205, 465, 264, 474]
- uppara-col3: ಅಭಿವೃದ್ಧಿಗೆ ಸಹಕರಿಸಬೇಕು' ಎಂದು ಮನವಿ ಮಾಡಿದರು. ಶಿಕ್ಷಕ ರವಿನಾರಾಯಣ ಉಪ್ಪಾರ ವಿಶೇಷ ಉಪನ್ಯಾಸ ನೀಡಿದರು. ಉಪ್ಪಾರ ಸಮುದಾಯದ ಪ್ರತಿಭಾವಂತ ವಿದ್ಯಾರ್ಥಿಗಳನ್ನು ಸನ್ಮಾನಿಸಲಾಯಿತು. ರಾಂಪುರದ ಶ್ರೀ ಭಗೀರಥ ಆನಂದ ಪುರಿ ಸ್ವಾಮೀಜಿ, ಮಾದಿನಾಳ ಸ್ವಾಮೀಜಿ ಸಾನ್ನಿಧ್ಯ: [564, 1351, 736, 1393]
- contact-phone: Cell : 9844929934,: [60, 1409, 162, 1424]
- police-group-placeholder-icon: [766, 657, 935, 708]
- land-mining-photo: [349, 464, 627, 604]
- divider: [200, 752, 930, 753]
- social-handle: @deshadootha news: [22, 57, 153, 73]
- readers-forum-body: ಕೊಪ್ಪಳ ಜಿಲ್ಲಾದಿಂದ ಪ್ರಸಾರವಾಗುವ "ದೇಶ ದೂತ" ಕನ್ನಡ ದಿನ ಪತ್ರಿಕೆಯಲ್ಲಿ ಪ್ರಕಟಿಸಲು ವಿಶೇಷ ಲೇಖನಗಳು, ಕವನಗಳು, ಪ್ರಚಲಿತ ವಿದ್ಯಮಾನಗಳ ಅಭಿಪ್ರಾಯಗಳನ್ನು ಅಂಚೆ ಮೂಲಕ ಪ್ರತಿ ಭಾನುವಾರ "ದೇಶ ವಿಹಾರ" ಪುರವಣಿಯಲ್ಲಿ ಪ್ರಕಟಿಸಲಾಗುವುದು. ಆಸಕ್ತರು ಸಂಪೂರ್ಣ ವಿಳಾಸ, ಮೊಬೈಲ್ ನಂಬರ್, ಆಧಾರ ಕಾರ್ಡ ನಕಲು ಲಗತ್ತಿಸತಕ್ಕದ್ದು.: [37, 1255, 185, 1319]
- naregal-road-photo: [648, 366, 898, 474]
- lead-story-body: ಈ ವರ್ಷದ ಏಪ್ರಿಲ್ ಮೇ ತಿಂಗಳಲ್ಲಿ ಬಿರುಗಾಳಿ ಸಹಿತ ಸುರಿದ ಪೂರ್ವ ಮುಂಗಾರು ಮಳೆಗೆ ಬೆಸ್ಕಾಂ ವ್ಯಾಪ್ತಿಯಲ್ಲಿ ಸುಮಾರು ಮೂರುವರೆ ಸಾವಿರದಷ್ಟು ವಿದ್ಯುತ್ ಕಂಬಗಳು ಧರೆಗುರುಳಿದ್ದು, 350ಕ್ಕೂ ಹೆಚ್ಚು ವಿದ್ಯುತ್ ಪರಿವರ್ತಕಗಳಿಗೆ ಹಾನಿಯಾಗಿದೆ. ಅಂದಾಜು 7.08 ಕೋಟಿಗೂ ಹೆಚ್ಚು ನಷ್ಟ ಸಂಭವಿಸಿದೆ. ಲಭ್ಯವಾಗಿರುವ ಮಾಹಿತಿ ಪ್ರಕಾರ, ಬೆಂಗಳೂರು ವಿದ್ಯುತ್ ಸರಬರಾಜು ಕಂಪನಿ(ಬೆಸ್ಕಾಂ) ವ್ಯಾಪ್ತಿಯ ಎಂಟು ಜಿಲ್ಲೆಗಳಲ್ಲಿ ಏಪ್ರಿಲ್ ಮತ್ತು ಮೇ 18ರವರೆಗೆ 3,461 ವಿದ್ಯುತ್ ಕಂಬಗಳು ಧರೆಗುರುಳಿವೆ. 380 ವಿದ್ಯುತ್ ಪರಿವರ್ತಕಗಳಿಗೆ ಹಾನಿಯಾಗಿದೆ. ವರದಿಗಳಂತೆ 6.08 ಕೋಟಿ ಹಾಗೂ ಕಾರ್ಮಿಕರಿಗೆ 98.78 ಲಕ್ಷ ವೆಚ್ಚವಾಗಬಹುದಾಗಿ ಅಂದಾಜಿಸಲಾಗಿದೆ. ಮೇ ತಿಂಗಳಲ್ಲಿ ಹೆಚ್ಚು ಏಪ್ರಿಲ್ ತಿಂಗಳಲ್ಲಿ 1,880 ವಿದ್ಯುತ್ ಕಂಬಗಳು, 150 ಪರಿವರ್ತಕಗಳಿಗೆ ಹಾನಿಯಾಗಿದೆ. ಮೇ ತಿಂಗಳ ಮಧ್ಯಭಾಗದ ವೇಳೆಗೆ ಎರಡೂ ಪರಿಕರಗಳ ಹಾನಿ ಪ್ರಮಾಣ ಕ್ರಮವಾಗಿ 1,581 ಹಾಗೂ 229ರಷ್ಟಾಗಿದೆ. ಏಪ್ರಿಲ್ ತಿಂಗಳಲ್ಲಿ 2.26 ಕೋಟಿ ನಷ್ಟ ಸಂಭವಿಸಿದೆ. ಬೇರೆ ಜಿಲ್ಲೆಗಳಿಗೆ ಹೋಲಿಸಿದರೆ ತುಮಕೂರು ಜಿಲ್ಲೆಯಲ್ಲಿ ಅತಿ ಹೆಚ್ಚು 1,120 ವಿದ್ಯುತ್ ಕಂಬಗಳು ಧರೆಗುರುಳಿವೆ. ಹಾಗೆಯೇ, ಬೆಂಗಳೂರು ನಗರ ಜಿಲ್ಲೆಯಲ್ಲಿ ಅತಿ ಹೆಚ್ಚು 183 ವಿದ್ಯುತ್ ಪರಿವರ್ತಕಗಳಿಗೆ ಹಾನಿಯಾಗಿದೆ. ಉಳಿದಂತೆ ದಾವಣಗೆರೆ ಜಿಲ್ಲೆಯಲ್ಲಿ 734, ರಾಮನಗರ ಮತ್ತು ಚಿತ್ರದುರ್ಗ ಜಿಲ್ಲೆಯಲ್ಲಿ ತಲಾ 400ಕ್ಕೂ ಹೆಚ್ಚು ಕಂಬಗಳು ಮುರಿದಿವೆ. ಈ ವರ್ಷ ಭೀಕರ ತಿಂಗಳ ಅಂತ್ಯದಿಂದಲೇ ಮುಂಗಾರು ಪೂರ್ವ ಮಳೆ ಆರಂಭವಾಯಿತು. ವರ್ಷದ ಮಧ್ಯಭಾಗದ ವೇಳೆ ತುಸು ಏರುಪಾಯಿತು. ಕಳೆದ ವರ್ಷ: [36, 221, 186, 462]
- naregal-headline: ನರೇಗಲ್ । ಕಾಂಕ್ರೀಟ್ ರಸ್ತೆ ನಿರ್ಮಾಣ ಕಾಮಗಾರಿ ಕಳಪೆ: ಆರೋಪ: [659, 108, 921, 147]
- excavation-site-placeholder-icon: [350, 465, 627, 604]
- uppara-banner: [203, 1117, 913, 1161]
- kanakagiri-byline: ■ ಡಿ.ಡಿ. ನ್ಯೂಸ್. ಕನಕಗಿರಿ: [205, 828, 267, 837]
- kanakagiri-col4b: 'ಸಹಾಯಧನ ಬಿಡುಗಡೆಯಾಗದ ಕುರಿತು ಫಲಾನುಭವಿಗಳಿಂದ ದೂರು ಬಂದಿದ್ದು, ನಿಗಮದವರ ಗಮನಕ್ಕೆ ತರಲಾಗಿದೆ. ತ್ವರಿತವಾಗಿ ಸಮಸ್ಯೆ ಬಗೆಹರಿಸಿ, ಅನುದಾನವನ್ನು ಫಲಾನುಭವಿಗಳ ಬ್ಯಾಂಕ್ ಖಾತೆಗೆ ಜಮಾವಣೆ ಮಾಡಲಾಗುವುದು ಎಂದು ಅಧಿಕಾರಿಗಳು ತಮಗೆ ಮಾಹಿತಿ ನೀಡಿದ್ದಾರೆ' ಎಂದು ಪಟ್ಟಣ ಪಂಚಾಯಿತಿ ಮುಖ್ಯಾಧಿಕಾರಿ ದತ್ತಾತ್ರೇಯ ಹೆಗ್ಡೆ ತಿಳಿಸಿದರು.: [737, 973, 912, 1026]
- header-rule: [15, 78, 910, 81]
- section-label-briefs: ಪ್ರಮುಖ ಸಂಕ್ಷಿಪ್ತ ಸುದ್ದಿ: [32, 98, 190, 116]
- naregal-byline: ■ ಡಿ.ಡಿ. ನ್ಯೂಸ್. ನರೇಗಲ್: [643, 160, 708, 169]
- uppara-col2: ಭವನಕ್ಕೆ ಸರ್ಕಾರದಿಂದ ಅನುದಾನ ಒದಗಿಸಲು ಪ್ರಯತ್ನಿಸುತ್ತೇನೆ. ಈಗಾಗಲೇ ನಿವೇಶನ, ಚಳಗೇರಾದಲ್ಲಿ ತಲಾ 25 ಲಕ್ಷ ವೆಚ್ಚದಲ್ಲಿ ಭಗೀರಥ ಸಮುದಾಯ ಭವನಗಳ ನಿರ್ಮಾಣಗೊಳ್ಳುತ್ತಿವೆ' ಎಂದು ಹೇಳಿದರು. ಭಗೀರಥ ಶಿಕ್ಷಣ ಸಂಸ್ಥೆ ಅಧ್ಯಕ್ಷ ಶಿವನಗೌಡ ಪಾಟೀಲ ಮಾತನಾಡಿ, 'ಉಪ್ಪಾರ ಸಮುದಾಯದ: [383, 1351, 559, 1393]
- karatagi-col2: ವಿತರಿಸಲಾಗುವುದು. ಜನರು ಮನೆಯಲ್ಲಿ ಹಸಿ, ಒಣ ಕಸವನ್ನು ಬೇರ್ಪಡಿಸಿ, ನಮ್ಮ ವಾಹನಗಳು ಬಂದಾಗ ನೀಡಬೇಕು. ವ್ಯಾಪಾರಿಗಳೂ ರಸ್ತೆಗೆ ಕಸ ಚೆಲ್ಲದೇ ಸಂಗ್ರಹಿಸಿಟ್ಟು ಪುರಸಭೆಯ ವಾಹನದಲ್ಲೇ ವಿಲೇವಾರಿ ಮಾಡಬೇಕು. ಪಟ್ಟಣದ ಸ್ವಚ್ಛತೆ ಕಾಪಾಡಲು ಸಮುದಾಯವೂ: [349, 277, 485, 330]
- imprint-line-2: Publishers, Plot No. 12, Opp. Govt. Girls Hostel, GaneshaNagara, At & Post: Koppal-583236 Koppal District , Karnataka State, Cell : 9844929934, e-mail : deshadootha1993@gmail.com: [136, 1512, 809, 1522]
- header-meta: [22, 32, 152, 76]
- lead-story-headline: ಬಿರುಗಾಳಿ ಮಳೆ: ಬೆಸ್ಕಾಂ ವ್ಯಾಪ್ತಿಯಲ್ಲಿ ಮೂರು ಸಾವಿರ ಕಂಬಗಳು ಧರೆಗೆ: [36, 136, 165, 200]
- masthead-tagline: ಸತ್ಯದ ಸಂದೇಶ ವಾಹಕ: [477, 70, 513, 76]
- group-photo-placeholder-icon: [350, 161, 629, 272]
- divider: [638, 495, 940, 496]
